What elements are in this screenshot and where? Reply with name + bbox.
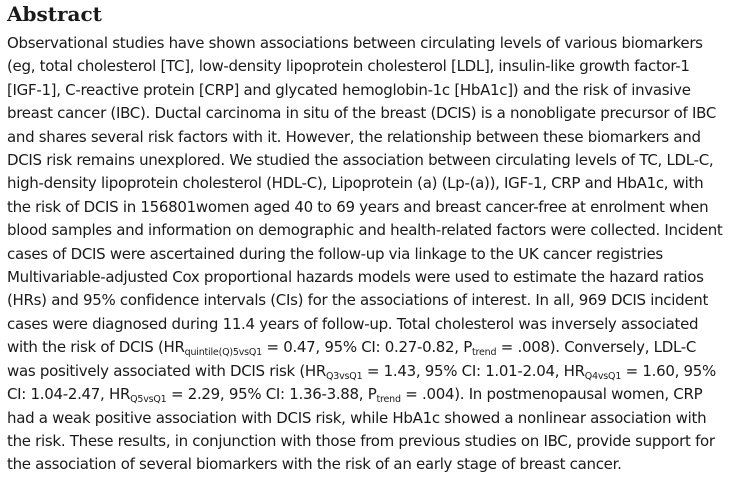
abstract-text-part: = .008). Conversely, LDL-C was positively associated with DCIS risk ( xyxy=(7,338,697,380)
abstract-text-part: Observational studies have shown associations between circulating levels of various biomarkers (eg, total cholesterol [TC], low-density lipoprotein cholesterol [LDL], insulin-like growth factor-1 [IGF-1], C-reactive protein [CRP] and glycated hemoglobin-1c [HbA1c]) and the risk of invasive breast cancer (IBC). Ductal carcinoma in situ of the breast (DCIS) is a nonobligate precursor of IBC and shares several risk factors with it. However, the relationship between these biomarkers and DCIS risk remains unexplored. We studied the association between circulating levels of TC, LDL-C, high-density lipoprotein cholesterol (HDL-C), Lipoprotein (a) (Lp-(a)), IGF-1, CRP and HbA1c, with the risk of DCIS in 156801women aged 40 to 69 years and breast cancer-free at enrolment when blood samples and information on demographic and health-related factors were collected. Incident cases of DCIS were ascertained during the follow-up via linkage to the UK cancer registries Multivariable-adjusted Cox proportional hazards models were used to estimate the hazard ratios (HRs) and 95% confidence intervals (CIs) for the associations of interest. In all, 969 DCIS incident cases were diagnosed during 11.4 years of follow-up. Total cholesterol was inversely associated with the risk of DCIS ( xyxy=(7,34,723,357)
hr-label: HR xyxy=(304,361,326,380)
abstract-text-part: = .004). In postmenopausal women, CRP had a weak positive association with DCIS risk, while HbA1c showed a nonlinear association with the risk. These results, in conjunction with those from previous studies on IBC, provide support for the association of several biomarkers with the risk of an early stage of breast cancer. xyxy=(7,385,715,474)
abstract-text-part: = 2.29, 95% CI: 1.36-3.88, P xyxy=(166,385,377,404)
abstract-text-part: = 0.47, 95% CI: 0.27-0.82, P xyxy=(262,338,472,357)
abstract-heading: Abstract xyxy=(7,2,102,26)
abstract-text-part: = 1.43, 95% CI: 1.01-2.04, xyxy=(362,361,564,380)
hr-label: HR xyxy=(163,338,185,357)
subscript-q4: Q4vsQ1 xyxy=(584,370,622,382)
subscript-q3: Q3vsQ1 xyxy=(326,370,363,382)
subscript-trend: trend xyxy=(471,347,497,359)
hr-label: HR xyxy=(108,385,131,404)
hr-label: HR xyxy=(563,361,585,380)
abstract-body xyxy=(7,32,723,477)
abstract-text-part: = 1.60, 95% CI: 1.04-2.47, xyxy=(7,361,716,404)
subscript-q5: Q5vsQ1 xyxy=(130,394,167,406)
subscript-trend: trend xyxy=(376,394,401,406)
subscript-quintile: quintile(Q)5vsQ1 xyxy=(184,347,262,359)
